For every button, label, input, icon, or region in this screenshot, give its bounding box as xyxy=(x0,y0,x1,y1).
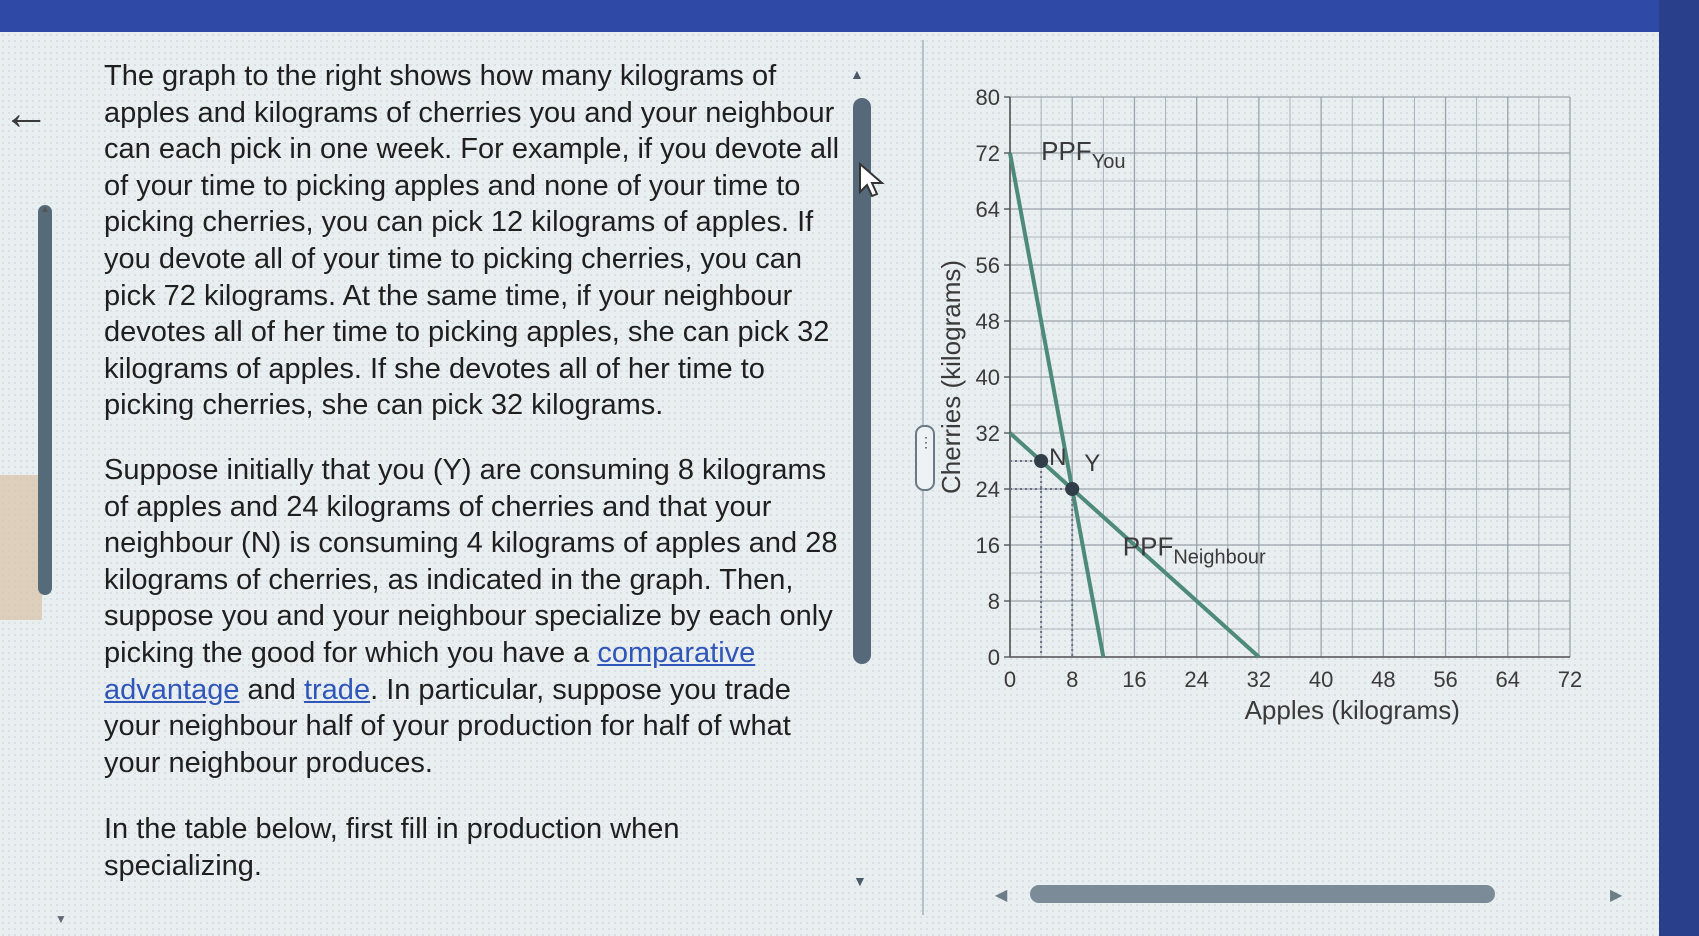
point-y[interactable] xyxy=(1065,482,1079,496)
y-tick-label: 24 xyxy=(975,477,1000,502)
scroll-up-icon[interactable]: ▲ xyxy=(40,204,50,215)
x-tick-label: 24 xyxy=(1184,667,1209,692)
grip-dots: ⋮ xyxy=(919,434,933,450)
x-tick-label: 56 xyxy=(1433,667,1458,692)
paragraph-scenario xyxy=(104,452,844,781)
x-tick-label: 8 xyxy=(1066,667,1079,692)
y-tick-label: 72 xyxy=(975,141,1000,166)
trade-link[interactable]: trade xyxy=(303,673,371,706)
top-bar xyxy=(0,0,1699,32)
x-tick-label: 16 xyxy=(1122,667,1147,692)
x-tick-label: 72 xyxy=(1557,667,1583,692)
x-tick-label: 64 xyxy=(1495,667,1521,692)
scroll-up-icon[interactable]: ▲ xyxy=(850,66,864,82)
left-panel-highlight xyxy=(0,475,42,620)
scroll-left-icon[interactable]: ◀ xyxy=(995,887,1008,904)
paragraph-instruction: In the table below, first fill in production when specializing. xyxy=(104,813,680,882)
scenario-text-end: . In particular, suppose you trade your neighbour half of your production for half of what your neighbour produces. xyxy=(104,673,791,779)
question-text xyxy=(104,58,844,884)
scenario-and: and xyxy=(239,673,304,706)
y-tick-label: 8 xyxy=(987,589,1000,614)
x-tick-label: 48 xyxy=(1371,667,1396,692)
point-label-n: N xyxy=(1049,444,1067,471)
y-axis-label: Cherries (kilograms) xyxy=(936,259,966,495)
ppf-graph xyxy=(936,82,1610,802)
y-tick-label: 0 xyxy=(987,645,1000,670)
x-tick-label: 0 xyxy=(1003,667,1017,692)
y-tick-label: 16 xyxy=(975,533,1000,558)
back-arrow-icon[interactable]: ← xyxy=(2,87,50,140)
left-scrollbar[interactable] xyxy=(38,205,52,595)
scroll-down-icon[interactable]: ▼ xyxy=(853,873,867,889)
paragraph-intro: The graph to the right shows how many kilograms of apples and kilograms of cherries you and your neighbour can each pick in one week. For example, if you devote all of your time to picking apples and none of your time to picking cherries, you can pick 12 kilograms of apples. If you devote all of your time to picking cherries, you can pick 72 kilograms. At the same time, if your neighbour devotes all of her time to picking apples, she can pick 32 kilograms of apples. If she devotes all of her time to picking cherries, she can pick 32 kilograms. xyxy=(104,60,840,422)
scroll-right-icon[interactable]: ▶ xyxy=(1610,887,1623,904)
grid xyxy=(1010,97,1570,657)
x-tick-label: 40 xyxy=(1308,667,1334,692)
y-tick-label: 56 xyxy=(975,253,1000,278)
right-edge-bar xyxy=(1659,0,1699,936)
y-tick-label: 40 xyxy=(975,365,1000,390)
y-tick-label: 48 xyxy=(975,309,1000,334)
y-tick-label: 64 xyxy=(975,197,1000,222)
comparative-advantage-link[interactable]: comparative advantage xyxy=(104,636,756,706)
ppf-neighbour-label: $PPF_{Neighbour}$ xyxy=(1122,531,1266,569)
horizontal-scrollbar-thumb[interactable] xyxy=(1030,885,1495,903)
y-tick-label: 32 xyxy=(975,421,1000,446)
y-tick-label: 80 xyxy=(975,85,1000,110)
x-axis-label: Apples (kilograms) xyxy=(1244,695,1460,725)
point-label-y: Y xyxy=(1084,450,1101,477)
ppf-you-label: $PPF_{You}$ xyxy=(1041,136,1126,173)
scenario-text: Suppose initially that you (Y) are consuming 8 kilograms of apples and 24 kilograms of cherries and that your neighbour (N) is consuming 4 kilograms of apples and 28 kilograms of cherries, as indicated in the graph. Then, suppose you and your neighbour specialize by each only picking the good for which you have a xyxy=(104,453,838,669)
point-n[interactable] xyxy=(1034,454,1048,468)
scroll-down-icon[interactable]: ▼ xyxy=(55,912,67,926)
pointer-cursor-icon xyxy=(858,162,888,198)
x-tick-label: 32 xyxy=(1246,667,1272,692)
